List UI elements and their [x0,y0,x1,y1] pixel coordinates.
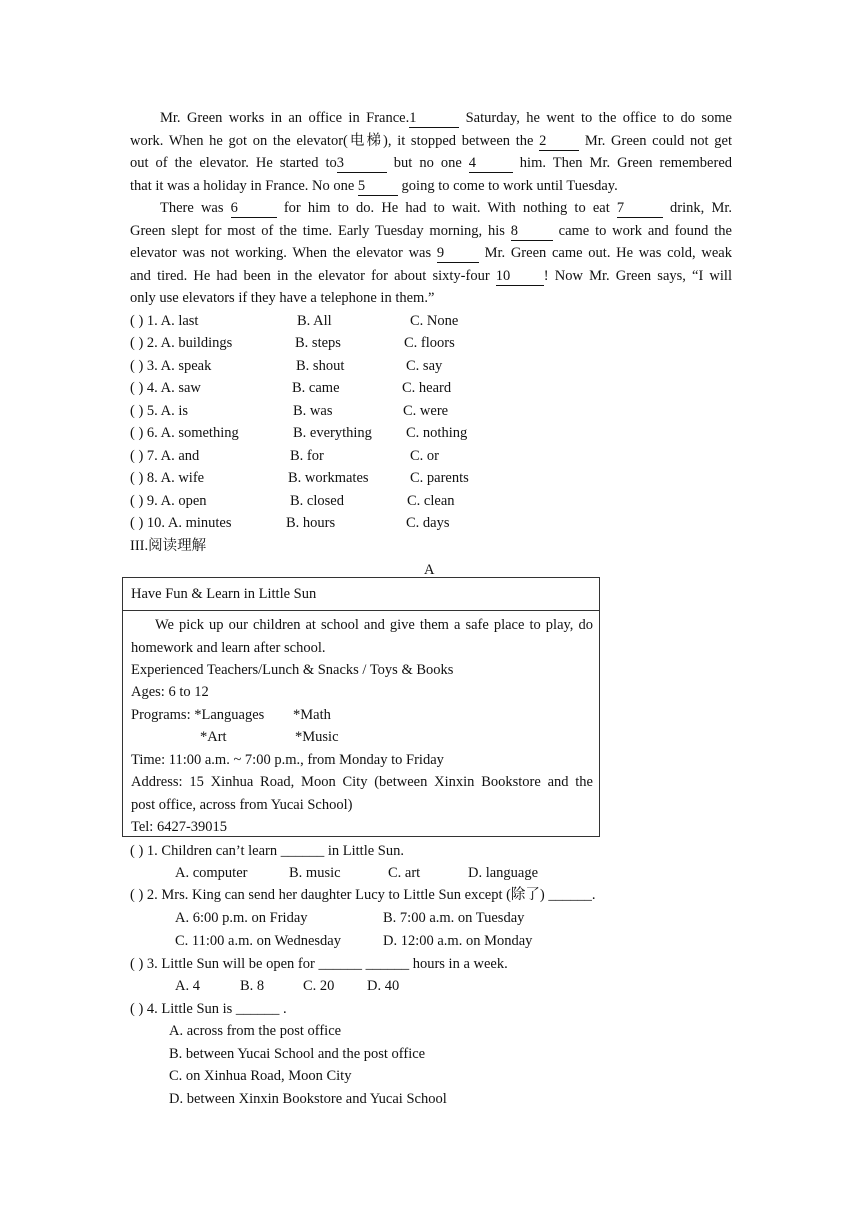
blank-1[interactable]: 1 [409,110,459,128]
ad-programs-label: Programs: *Languages [131,707,265,723]
question-stem: ( ) 1. Children can’t learn ______ in Little Sun. [130,843,404,859]
option-d[interactable]: D. 40 [367,978,400,994]
passage-text: that it was a holiday in France. No one [130,177,358,194]
section-title: III.阅读理解 [130,538,207,554]
option-c[interactable]: C. days [406,515,450,531]
question-stem: ( ) 5. A. is [130,403,188,419]
passage-text: only use elevators if they have a telephone in them.” [130,290,435,307]
question-stem: ( ) 3. Little Sun will be open for ______ ______ hours in a week. [130,956,508,972]
option-b[interactable]: B. everything [293,425,372,441]
option-a[interactable]: A. 6:00 p.m. on Friday [175,910,308,926]
cloze-line [130,107,732,130]
blank-6[interactable]: 6 [231,200,277,218]
ad-intro-line: homework and learn after school. [131,639,326,656]
option-c[interactable]: C. None [410,313,459,329]
passage-text: drink, Mr. [662,200,732,216]
cloze-line [130,130,732,153]
passage-text: ! Now Mr. Green says, “I will [543,267,732,284]
question-stem: ( ) 8. A. wife [130,470,205,486]
option-b[interactable]: B. 7:00 a.m. on Tuesday [383,910,525,926]
ad-address [131,771,593,816]
option-d[interactable]: D. language [468,865,539,881]
ad-time: Time: 11:00 a.m. ~ 7:00 p.m., from Monday to Friday [131,752,444,768]
ad-address-line: Address: 15 Xinhua Road, Moon City (between Xinxin Bookstore and the [131,774,593,790]
passage-text: but no one [386,155,469,172]
option-c[interactable]: C. floors [404,335,455,351]
option-c[interactable]: C. were [403,403,449,419]
question-stem: ( ) 4. A. saw [130,380,201,396]
blank-10[interactable]: 10 [496,268,544,286]
passage-text: came to work and found the [552,222,732,239]
option-b[interactable]: B. steps [295,335,341,351]
advertisement-box [122,577,600,837]
cloze-line [130,175,732,198]
cloze-line [130,197,732,220]
option-b[interactable]: B. 8 [240,978,265,994]
option-d[interactable]: D. between Xinxin Bookstore and Yucai School [169,1091,447,1107]
ad-title-row [123,578,599,611]
option-b[interactable]: B. hours [286,515,336,531]
cloze-line [130,152,732,175]
blank-7[interactable]: 7 [617,200,663,218]
question-stem: ( ) 1. A. last [130,313,199,329]
passage-text: for him to do. He had to wait. With nothing to eat [276,200,617,216]
question-stem: ( ) 10. A. minutes [130,515,232,531]
option-a[interactable]: A. 4 [175,978,200,994]
passage-text: and tired. He had been in the elevator for about sixty-four [130,267,496,284]
passage-text: him. Then Mr. Green remembered [512,155,733,172]
passage-text: Mr. Green came out. He was cold, weak [478,245,732,262]
part-label: A [424,562,435,578]
question-stem: ( ) 2. Mrs. King can send her daughter Lucy to Little Sun except (除了) ______. [130,887,596,903]
question-stem: ( ) 2. A. buildings [130,335,233,351]
option-b[interactable]: B. was [293,403,333,419]
blank-3[interactable]: 3 [337,155,387,173]
blank-2[interactable]: 2 [539,133,579,151]
option-a[interactable]: A. across from the post office [169,1023,342,1039]
option-c[interactable]: C. 11:00 a.m. on Wednesday [175,933,341,949]
option-c[interactable]: C. parents [410,470,469,486]
option-c[interactable]: C. or [410,448,439,464]
option-c[interactable]: C. nothing [406,425,468,441]
ad-program-art: *Art [200,729,227,745]
passage-text: out of the elevator. He started to [130,155,337,172]
blank-8[interactable]: 8 [511,223,553,241]
option-c[interactable]: C. clean [407,493,455,509]
question-stem: ( ) 7. A. and [130,448,200,464]
passage-text: Saturday, he went to the office to do some [459,110,732,126]
ad-address-line: post office, across from Yucai School) [131,796,353,813]
option-b[interactable]: B. shout [296,358,345,374]
option-b[interactable]: B. closed [290,493,344,509]
ad-program-music: *Music [295,729,339,745]
question-stem: ( ) 4. Little Sun is ______ . [130,1001,287,1017]
cloze-paragraph-2 [130,197,732,310]
blank-9[interactable]: 9 [437,245,479,263]
ad-title: Have Fun & Learn in Little Sun [131,586,317,602]
passage-text: Mr. Green works in an office in France. [160,110,410,126]
option-c[interactable]: C. heard [402,380,452,396]
option-c[interactable]: C. say [406,358,443,374]
option-d[interactable]: D. 12:00 a.m. on Monday [383,933,533,949]
question-stem: ( ) 6. A. something [130,425,239,441]
passage-text: work. When he got on the elevator(电梯), it stopped between the [130,132,540,149]
ad-tel: Tel: 6427-39015 [131,819,228,835]
cloze-line [130,265,732,288]
blank-4[interactable]: 4 [469,155,513,173]
option-a[interactable]: A. computer [175,865,248,881]
ad-program-math: *Math [293,707,331,723]
ad-features: Experienced Teachers/Lunch & Snacks / Toys & Books [131,662,454,678]
passage-text: Green slept for most of the time. Early Tuesday morning, his [130,222,511,239]
option-b[interactable]: B. All [297,313,332,329]
ad-ages: Ages: 6 to 12 [131,684,209,700]
option-b[interactable]: B. came [292,380,340,396]
question-stem: ( ) 9. A. open [130,493,207,509]
ad-intro [131,614,593,659]
passage-text: There was [160,200,231,216]
cloze-line [130,242,732,265]
cloze-line [130,220,732,243]
option-b[interactable]: B. between Yucai School and the post office [169,1046,426,1062]
blank-5[interactable]: 5 [358,178,398,196]
option-c[interactable]: C. art [388,865,421,881]
cloze-paragraph-1 [130,107,732,197]
question-stem: ( ) 3. A. speak [130,358,212,374]
passage-text: going to come to work until Tuesday. [397,177,618,194]
option-b[interactable]: B. music [289,865,341,881]
cloze-line [130,287,732,310]
passage-text: elevator was not working. When the elevator was [130,245,437,262]
option-b[interactable]: B. workmates [288,470,369,486]
option-c[interactable]: C. on Xinhua Road, Moon City [169,1068,352,1084]
option-b[interactable]: B. for [290,448,324,464]
option-c[interactable]: C. 20 [303,978,335,994]
passage-text: Mr. Green could not get [579,132,732,149]
ad-intro-line: We pick up our children at school and give them a safe place to play, do [155,617,593,633]
